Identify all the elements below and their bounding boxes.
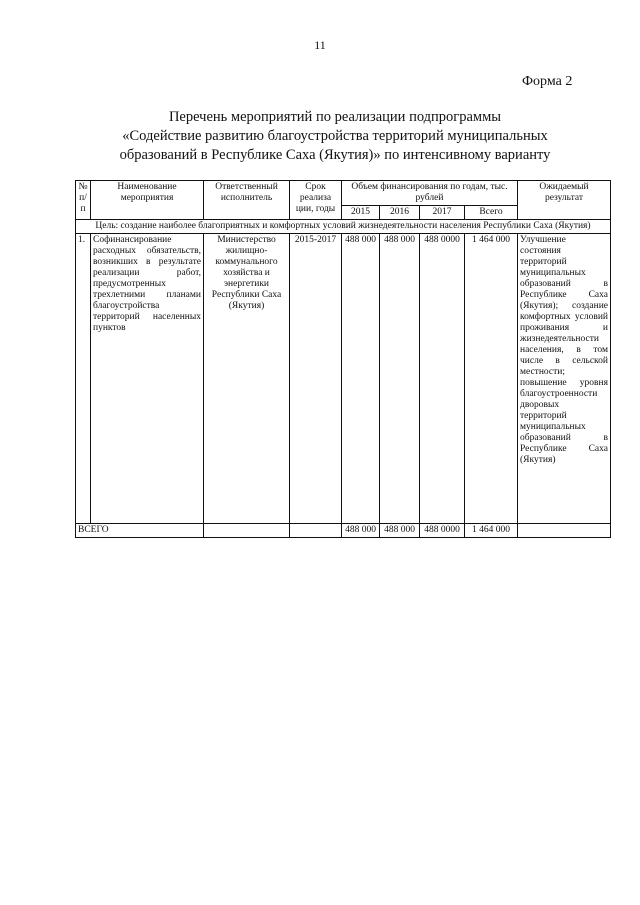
header-num: № п/п	[76, 181, 91, 220]
total-executor-empty	[204, 524, 290, 538]
document-title	[100, 108, 570, 165]
header-total: Всего	[465, 206, 518, 220]
row-result: Улучшение состояния территорий муниципальных образований в Республике Саха (Якутия); создание комфортных условий проживания и жизнедеятельности населения, в том числе в сельской местности; повышение уровня благоустроенности дворовых территорий муниципальных образований в Республике Саха (Якутия)	[518, 234, 611, 524]
header-name: Наименование мероприятия	[91, 181, 204, 220]
total-2016: 488 000	[380, 524, 420, 538]
row-num: 1.	[76, 234, 91, 524]
total-row	[76, 524, 611, 538]
row-2016: 488 000	[380, 234, 420, 524]
total-2017: 488 0000	[420, 524, 465, 538]
total-result-empty	[518, 524, 611, 538]
title-line-2: «Содействие развитию благоустройства территорий муниципальных	[122, 128, 548, 144]
title-line-1: Перечень мероприятий по реализации подпрограммы	[168, 109, 502, 125]
header-year-2016: 2016	[380, 206, 420, 220]
row-name: Софинансирование расходных обязательств, возникших в результате реализации работ, предусмотренных трехлетними планами благоустройства территорий населенных пунктов	[91, 234, 204, 524]
total-label: ВСЕГО	[76, 524, 204, 538]
row-2017: 488 0000	[420, 234, 465, 524]
goal-text: Цель: создание наиболее благоприятных и комфортных условий жизнедеятельности населения Республики Саха (Якутия)	[76, 220, 611, 234]
page-number: 11	[314, 38, 326, 52]
header-result: Ожидаемый результат	[518, 181, 611, 220]
header-period: Срок реализа ции, годы	[290, 181, 342, 220]
row-period: 2015-2017	[290, 234, 342, 524]
total-period-empty	[290, 524, 342, 538]
measures-table	[75, 180, 611, 538]
row-total: 1 464 000	[465, 234, 518, 524]
header-funding: Объем финансирования по годам, тыс. рублей	[342, 181, 518, 206]
header-executor: Ответственный исполнитель	[204, 181, 290, 220]
header-year-2015: 2015	[342, 206, 380, 220]
row-executor: Министерство жилищно-коммунального хозяйства и энергетики Республики Саха (Якутия)	[204, 234, 290, 524]
total-sum: 1 464 000	[465, 524, 518, 538]
total-2015: 488 000	[342, 524, 380, 538]
table-row	[76, 234, 611, 524]
header-row-1	[76, 181, 611, 206]
form-label: Форма 2	[522, 74, 573, 89]
header-year-2017: 2017	[420, 206, 465, 220]
row-2015: 488 000	[342, 234, 380, 524]
title-line-3: образований в Республике Саха (Якутия)» по интенсивному варианту	[119, 147, 551, 163]
goal-row	[76, 220, 611, 234]
